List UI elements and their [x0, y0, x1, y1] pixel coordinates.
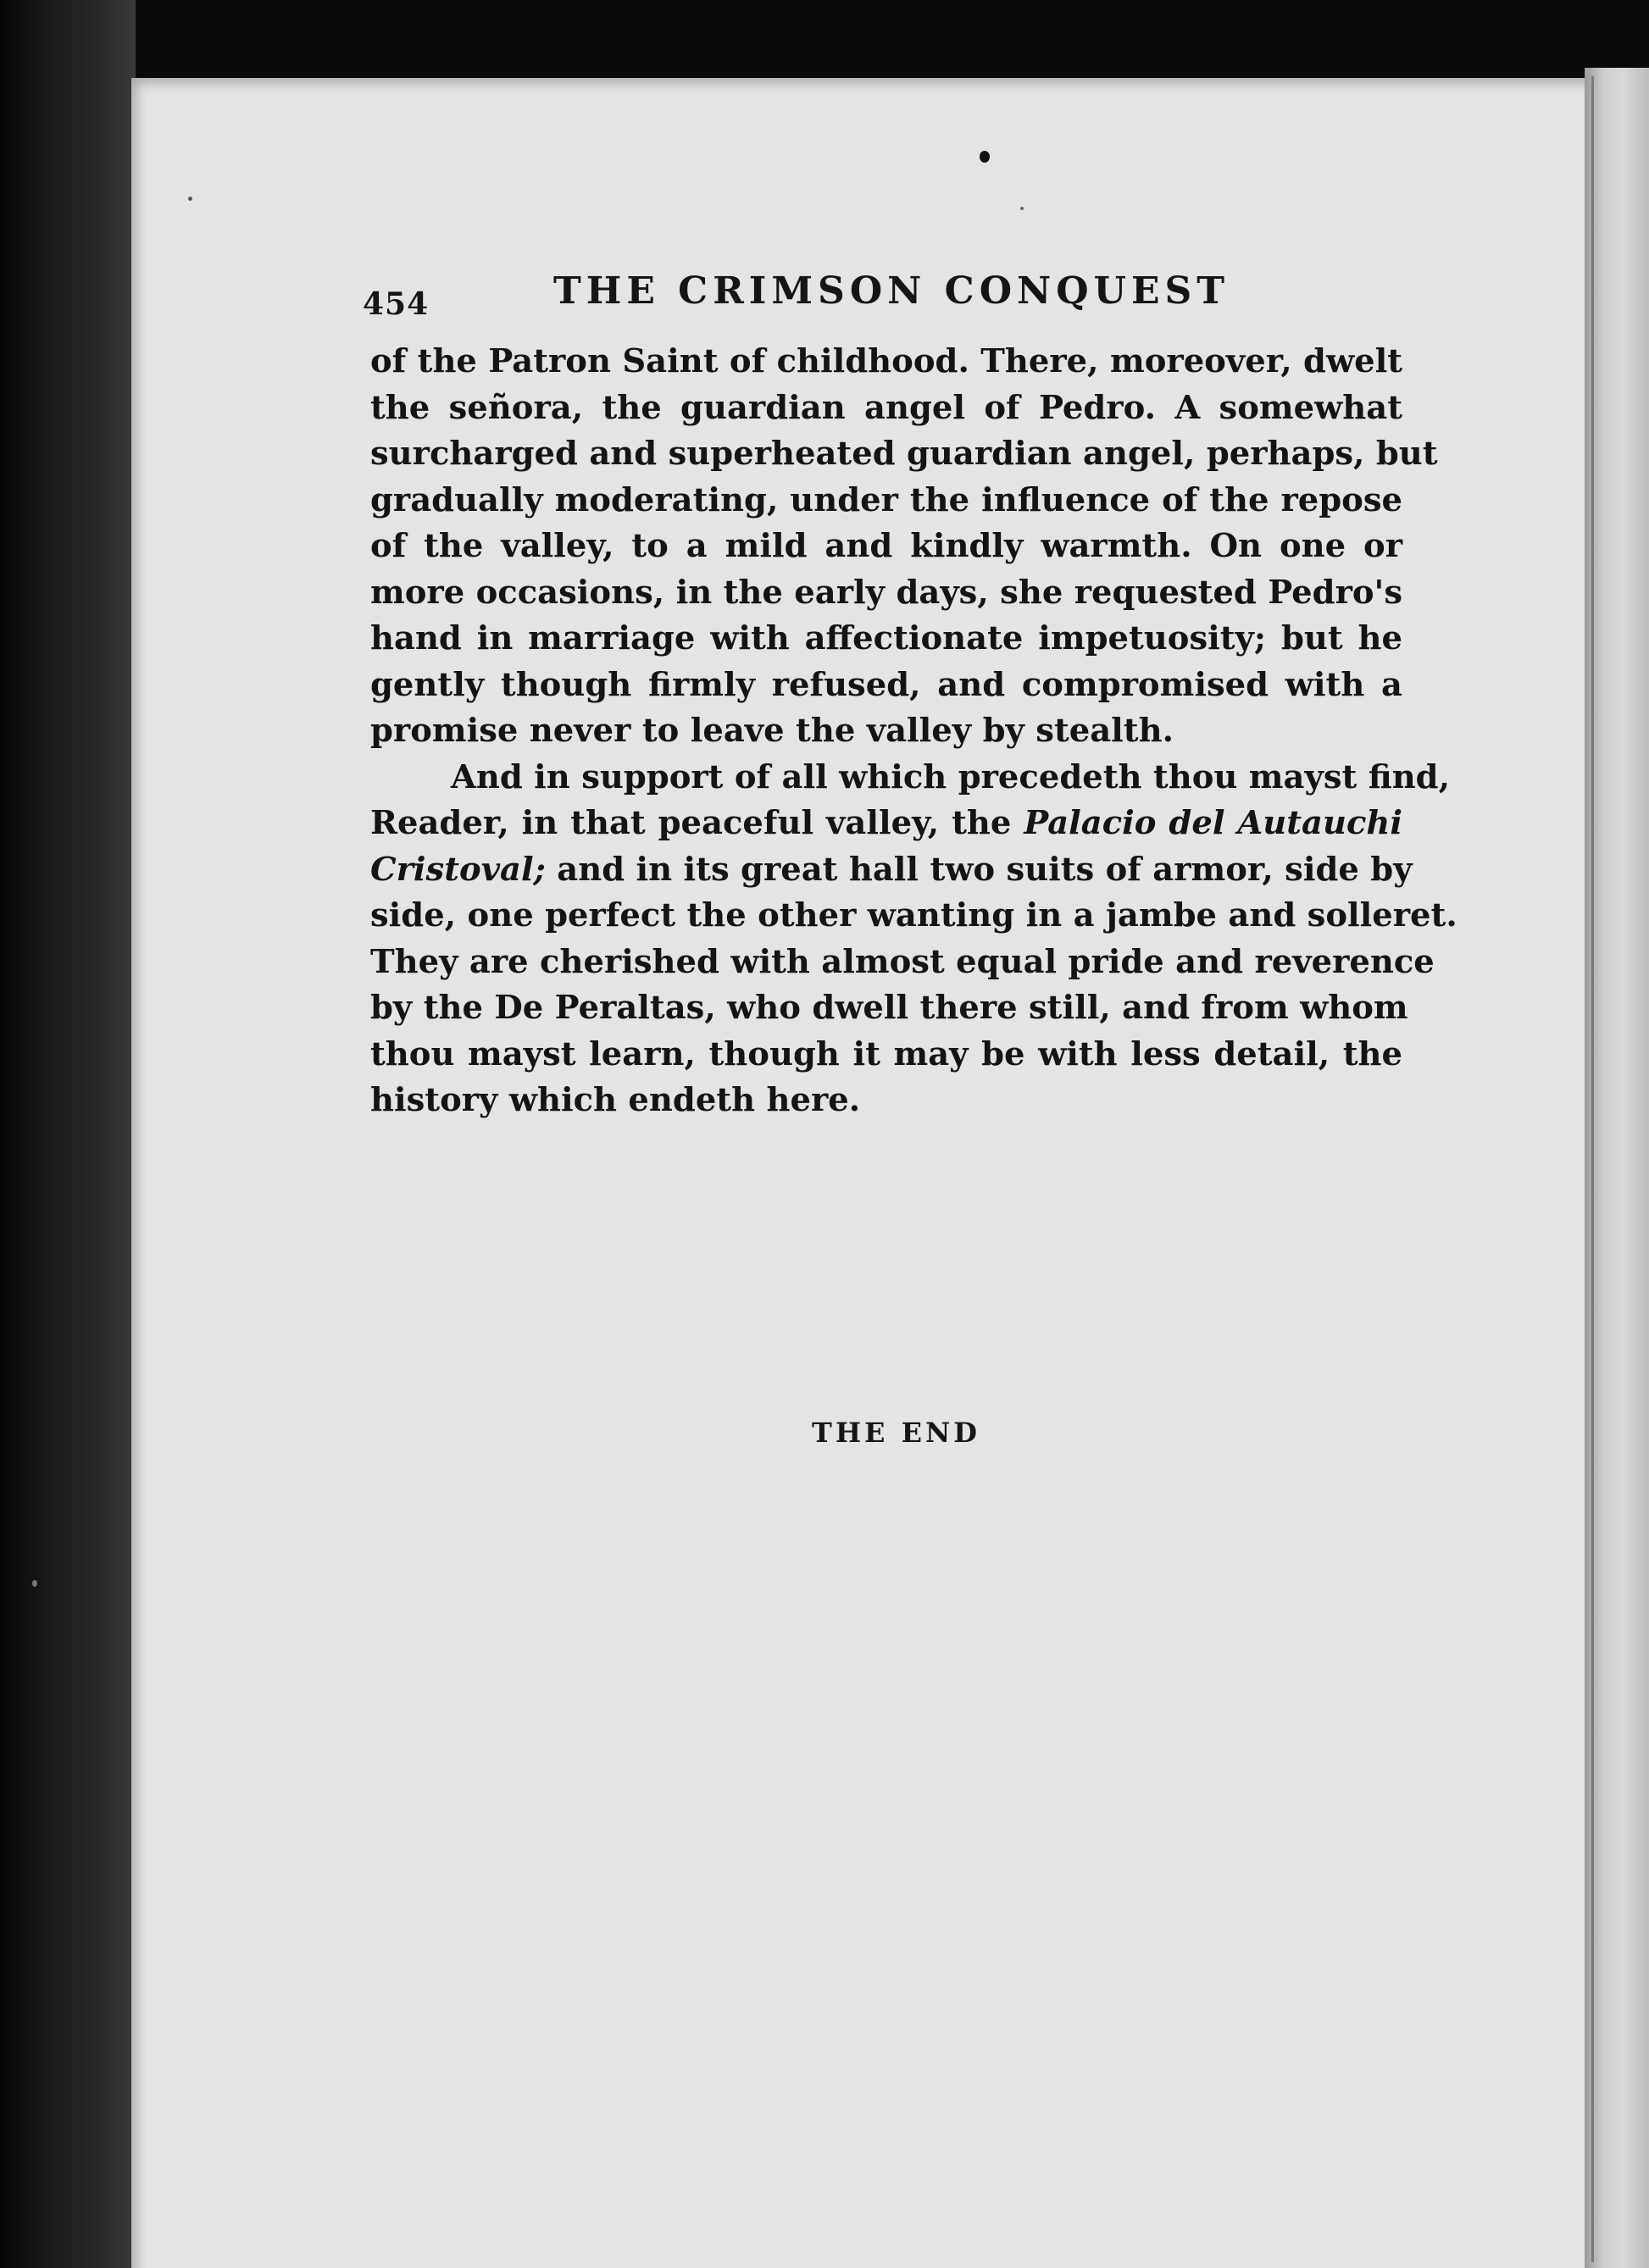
text-segment: and in its great hall two suits of armor, side by: [557, 850, 1413, 889]
text-line: hand in marriage with affectionate impetuosity; but he: [370, 619, 1402, 657]
book-title: THE CRIMSON CONQUEST: [553, 269, 1230, 313]
text-segment: Reader, in that peaceful valley, the: [370, 804, 1012, 842]
text-line: surcharged and superheated guardian angel, perhaps, but: [370, 435, 1438, 473]
text-line: [370, 801, 1402, 847]
text-line: gently though firmly refused, and compromised with a: [370, 665, 1402, 704]
speck: [1020, 207, 1024, 210]
body-text: [370, 339, 1457, 1124]
ink-dot: [980, 151, 990, 163]
text-line: of the Patron Saint of childhood. There, moreover, dwelt: [370, 342, 1402, 380]
text-line: by the De Peraltas, who dwell there still, and from whom: [370, 989, 1408, 1027]
text-line: thou mayst learn, though it may be with less detail, the: [370, 1034, 1402, 1073]
text-line: history which endeth here.: [370, 1081, 861, 1119]
speck: [188, 197, 192, 201]
italic-place-name: Cristoval;: [370, 850, 546, 889]
book-spine-edge: [0, 0, 136, 2268]
text-line: the señora, the guardian angel of Pedro. A somewhat: [370, 388, 1402, 427]
text-line: of the valley, to a mild and kindly warmth. On one or: [370, 527, 1402, 565]
text-line: more occasions, in the early days, she requested Pedro's: [370, 573, 1402, 612]
speck: [32, 1580, 37, 1587]
page-edge-line: [1591, 76, 1594, 2262]
italic-place-name: Palacio del Autauchi: [1024, 804, 1403, 842]
text-line: side, one perfect the other wanting in a jambe and solleret.: [370, 896, 1457, 934]
text-line: gradually moderating, under the influence of the repose: [370, 480, 1402, 519]
the-end: THE END: [812, 1417, 980, 1449]
text-line: They are cherished with almost equal pride and reverence: [370, 942, 1435, 981]
running-head: [363, 269, 1430, 320]
text-line: promise never to leave the valley by stealth.: [370, 712, 1174, 750]
page-right-edge: [1585, 68, 1649, 2268]
page-number: 454: [363, 286, 430, 322]
text-line: And in support of all which precedeth thou mayst find,: [451, 757, 1451, 796]
text-line: [370, 847, 1413, 894]
